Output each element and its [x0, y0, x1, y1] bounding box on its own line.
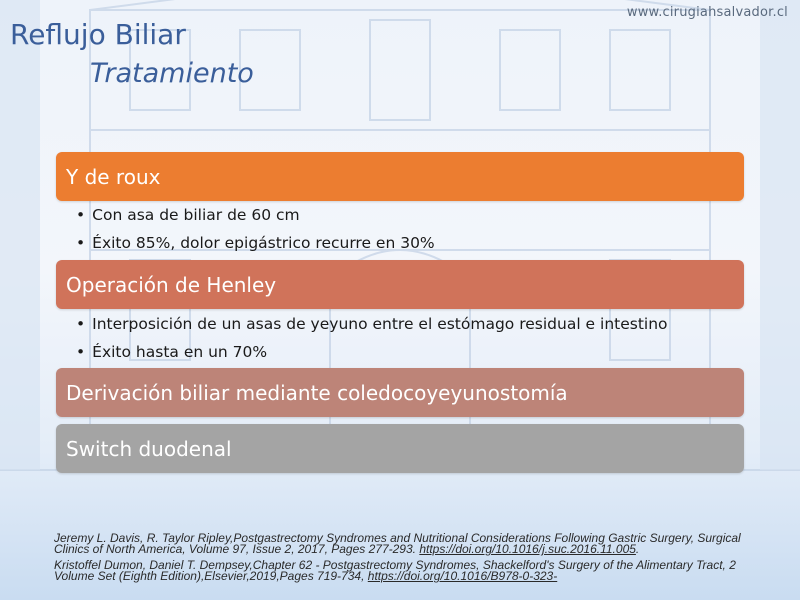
- page-subtitle: Tratamiento: [90, 58, 254, 89]
- references: [54, 533, 744, 587]
- reference-text: Jeremy L. Davis, R. Taylor Ripley,Postgastrectomy Syndromes and Nutritional Considerations Following Gastric Surgery, Surgical Clinics of North America, Volume 97, Issue 2, 2017, Pages 277-293.: [54, 531, 741, 556]
- bullet-item: • Éxito 85%, dolor epigástrico recurre en 30%: [76, 229, 435, 257]
- page-title: Reflujo Biliar: [10, 18, 186, 51]
- section-label: Switch duodenal: [66, 436, 232, 461]
- bullet-item: • Interposición de un asas de yeyuno entre el estómago residual e intestino: [76, 310, 668, 338]
- reference-text: Kristoffel Dumon, Daniel T. Dempsey,Chapter 62 - Postgastrectomy Syndromes, Shackelford's Surgery of the Alimentary Tract, 2 Volume Set (Eighth Edition),Elsevier,2019,Pages 719-734,: [54, 558, 736, 583]
- reference-item: [54, 533, 744, 555]
- bullet-item: • Con asa de biliar de 60 cm: [76, 201, 435, 229]
- section-y-de-roux: [56, 152, 744, 201]
- section-label: Derivación biliar mediante coledocoyeyunostomía: [66, 380, 568, 405]
- section-operacion-henley: [56, 260, 744, 309]
- section-y-de-roux-bullets: [76, 201, 435, 257]
- section-derivacion-biliar: [56, 368, 744, 417]
- reference-doi-link[interactable]: https://doi.org/10.1016/j.suc.2016.11.005: [419, 542, 636, 556]
- reference-item: [54, 560, 744, 582]
- site-url: www.cirugiahsalvador.cl: [626, 5, 788, 20]
- section-switch-duodenal: [56, 424, 744, 473]
- reference-trail: .: [635, 542, 640, 556]
- section-label: Y de roux: [66, 164, 161, 189]
- section-label: Operación de Henley: [66, 272, 277, 297]
- bullet-item: • Éxito hasta en un 70%: [76, 338, 668, 366]
- reference-doi-link[interactable]: https://doi.org/10.1016/B978-0-323-: [367, 569, 558, 583]
- section-operacion-henley-bullets: [76, 310, 668, 366]
